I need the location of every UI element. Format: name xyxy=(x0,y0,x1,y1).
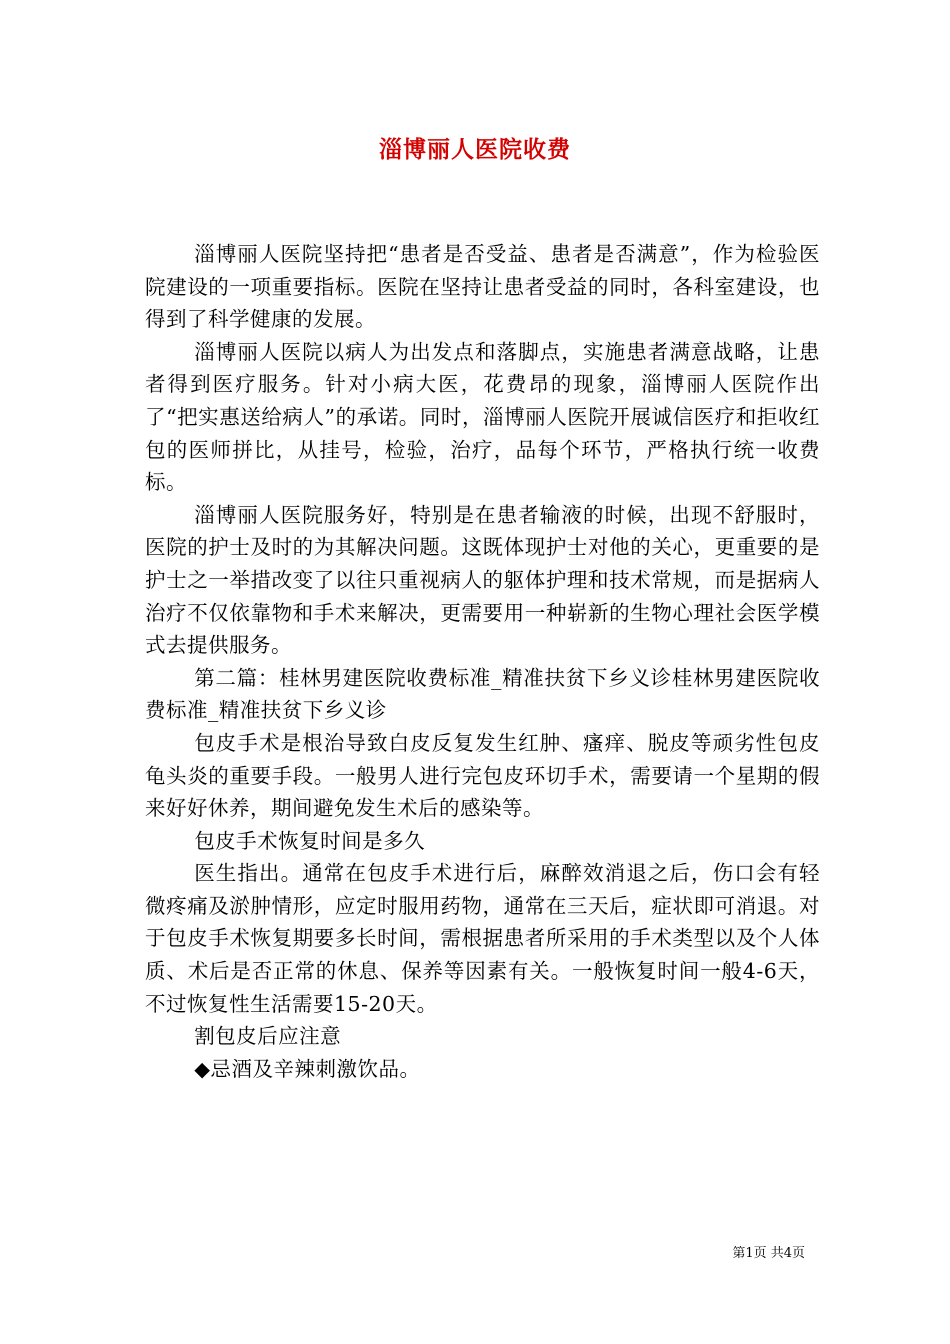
paragraph: 包皮手术是根治导致白皮反复发生红肿、瘙痒、脱皮等顽劣性包皮龟头炎的重要手段。一般男人进行完包皮环切手术，需要请一个星期的假来好好休养，期间避免发生术后的感染等。 xyxy=(145,730,820,821)
page-number: 第1页 共4页 xyxy=(732,1246,805,1261)
paragraph: 淄博丽人医院服务好，特别是在患者输液的时候，出现不舒服时，医院的护士及时的为其解决问题。这既体现护士对他的关心，更重要的是护士之一举措改变了以往只重视病人的躯体护理和技术常规，而是据病人治疗不仅依靠物和手术来解决，更需要用一种崭新的生物心理社会医学模式去提供服务。 xyxy=(145,502,820,658)
subheading: 包皮手术恢复时间是多久 xyxy=(194,828,426,853)
document-body xyxy=(145,238,820,1085)
paragraph: 淄博丽人医院坚持把“患者是否受益、患者是否满意”，作为检验医院建设的一项重要指标。医院在坚持让患者受益的同时，各科室建设，也得到了科学健康的发展。 xyxy=(145,242,820,332)
paragraph: 淄博丽人医院以病人为出发点和落脚点，实施患者满意战略，让患者得到医疗服务。针对小病大医，花费昂的现象，淄博丽人医院作出了“把实惠送给病人”的承诺。同时，淄博丽人医院开展诚信医疗和拒收红包的医师拼比，从挂号，检验，治疗，品每个环节，严格执行统一收费标。 xyxy=(145,339,820,495)
bullet-item: ◆忌酒及辛辣刺激饮品。 xyxy=(194,1056,421,1081)
section-heading: 第二篇：桂林男建医院收费标准_精准扶贫下乡义诊桂林男建医院收费标准_精准扶贫下乡义诊 xyxy=(145,665,820,723)
subheading: 割包皮后应注意 xyxy=(194,1024,342,1049)
paragraph: 医生指出。通常在包皮手术进行后，麻醉效消退之后，伤口会有轻微疼痛及淤肿情形，应定时服用药物，通常在三天后，症状即可消退。对于包皮手术恢复期要多长时间，需根据患者所采用的手术类型以及个人体质、术后是否正常的休息、保养等因素有关。一般恢复时间一般4-6天，不过恢复性生活需要15-20天。 xyxy=(145,861,820,1016)
document-title: 淄博丽人医院收费 xyxy=(379,136,571,163)
